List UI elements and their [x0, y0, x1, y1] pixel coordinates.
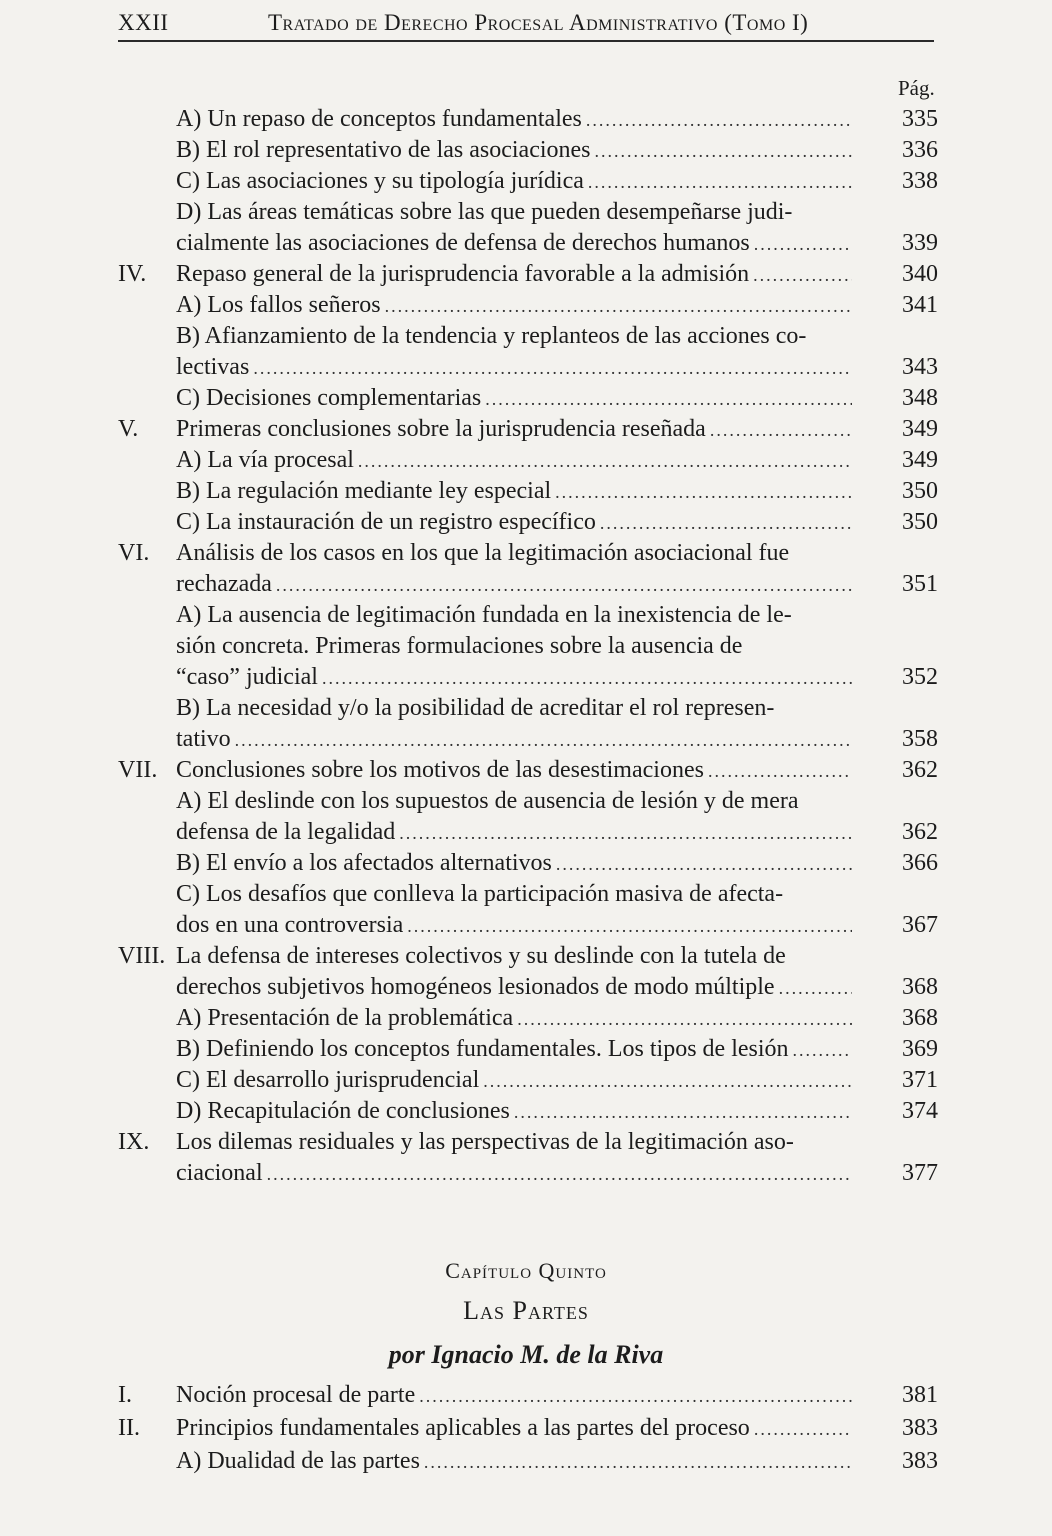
toc-entry-title — [176, 1096, 856, 1127]
toc-entry-number: VI. — [118, 540, 150, 566]
toc-entry-page: 377 — [902, 1160, 938, 1186]
header-rule — [118, 40, 934, 42]
toc-entry-number: VII. — [118, 757, 158, 783]
toc-entry-title — [176, 786, 856, 848]
toc-entry-title-line: Conclusiones sobre los motivos de las desestimaciones — [176, 757, 704, 783]
toc-entry-title-line: C) Decisiones complementarias — [176, 385, 482, 411]
toc-entry-title — [176, 1034, 856, 1065]
toc-entry — [118, 1413, 936, 1444]
toc-entry-title-line: tativo — [176, 726, 231, 752]
toc-entry — [118, 321, 936, 383]
toc-entry-title-line: A) Los fallos señeros — [176, 292, 381, 318]
toc-entry — [118, 414, 936, 445]
toc-entry-title-line: defensa de la legalidad — [176, 819, 396, 845]
toc-entry-page: 367 — [902, 912, 938, 938]
toc-entry-title-line: D) Recapitulación de conclusiones — [176, 1098, 510, 1124]
toc-entry-page: 381 — [902, 1382, 938, 1408]
dot-leader — [235, 724, 852, 755]
toc-entry-page: 349 — [902, 447, 938, 473]
toc-entry — [118, 1003, 936, 1034]
toc-entry — [118, 755, 936, 786]
toc-entry — [118, 104, 936, 135]
toc-entry — [118, 476, 936, 507]
toc-entry-title-line: D) Las áreas temáticas sobre las que pueden desempeñarse judi- — [176, 199, 793, 225]
toc-entry-title-line: A) El deslinde con los supuestos de ausencia de lesión y de mera — [176, 788, 799, 814]
toc-entry-title — [176, 414, 856, 445]
toc-entry — [118, 848, 936, 879]
toc-entry — [118, 197, 936, 259]
toc-entry — [118, 1127, 936, 1189]
toc-entry-title — [176, 259, 856, 290]
toc-entry-page: 352 — [902, 664, 938, 690]
toc-entry-page: 362 — [902, 757, 938, 783]
toc-entry-title — [176, 1003, 856, 1034]
chapter-number: Capítulo Quinto — [445, 1258, 607, 1283]
dot-leader — [514, 1096, 852, 1127]
toc-entry-page: 350 — [902, 478, 938, 504]
toc-entry-page: 341 — [902, 292, 938, 318]
toc-entry — [118, 166, 936, 197]
toc-entry-page: 338 — [902, 168, 938, 194]
running-head — [118, 8, 934, 40]
toc-entry-title-line: Primeras conclusiones sobre la jurisprudencia reseñada — [176, 416, 706, 442]
toc-entry-title-line: ciacional — [176, 1160, 263, 1186]
toc-entry-title-line: cialmente las asociaciones de defensa de derechos humanos — [176, 230, 750, 256]
toc-entry-page: 340 — [902, 261, 938, 287]
toc-entry-title — [176, 1127, 856, 1189]
toc-entry-page: 335 — [902, 106, 938, 132]
toc-entry-page: 383 — [902, 1415, 938, 1441]
toc-entry-number: II. — [118, 1415, 140, 1441]
toc-entry-page: 349 — [902, 416, 938, 442]
toc-entry-title — [176, 1446, 856, 1477]
running-title: Tratado de Derecho Procesal Administrativo (Tomo I) — [268, 10, 809, 35]
dot-leader — [754, 228, 852, 259]
toc-entry — [118, 600, 936, 693]
dot-leader — [600, 507, 852, 538]
toc-entry-page: 371 — [902, 1067, 938, 1093]
toc-entry-number: IX. — [118, 1129, 150, 1155]
dot-leader — [424, 1446, 852, 1477]
toc-entry-page: 351 — [902, 571, 938, 597]
toc-entry-title-line: rechazada — [176, 571, 272, 597]
dot-leader — [556, 848, 852, 879]
toc-entry — [118, 1096, 936, 1127]
toc-entry-title-line: Noción procesal de parte — [176, 1382, 416, 1408]
dot-leader — [358, 445, 852, 476]
dot-leader — [485, 383, 852, 414]
toc-entry — [118, 786, 936, 848]
dot-leader — [253, 352, 852, 383]
toc-entry-title-line: B) El rol representativo de las asociaciones — [176, 137, 591, 163]
toc-entry-title — [176, 600, 856, 693]
toc-entry-title-line: La defensa de intereses colectivos y su deslinde con la tutela de — [176, 943, 786, 969]
dot-leader — [399, 817, 852, 848]
toc-entry-title-line: Los dilemas residuales y las perspectivas de la legitimación aso- — [176, 1129, 794, 1155]
toc-entry-title — [176, 383, 856, 414]
toc-entry-title-line: sión concreta. Primeras formulaciones sobre la ausencia de — [176, 633, 743, 659]
toc-entry-title — [176, 321, 856, 383]
toc-entry — [118, 383, 936, 414]
dot-leader — [595, 135, 852, 166]
dot-leader — [419, 1380, 852, 1411]
toc-entry-title-line: A) La ausencia de legitimación fundada en la inexistencia de le- — [176, 602, 792, 628]
toc-entry-title-line: C) La instauración de un registro específico — [176, 509, 596, 535]
toc-entry — [118, 1446, 936, 1477]
toc-entry-title-line: “caso” judicial — [176, 664, 318, 690]
toc-entry-title-line: B) La regulación mediante ley especial — [176, 478, 552, 504]
toc-entry — [118, 941, 936, 1003]
toc-entry-title-line: C) Las asociaciones y su tipología jurídica — [176, 168, 584, 194]
toc-entry-title — [176, 1380, 856, 1411]
toc-entry-title — [176, 135, 856, 166]
toc-entry-title-line: B) La necesidad y/o la posibilidad de acreditar el rol represen- — [176, 695, 775, 721]
toc-entry-number: IV. — [118, 261, 147, 287]
toc-entry-page: 369 — [902, 1036, 938, 1062]
toc-entry-title — [176, 1413, 856, 1444]
toc-entry-title-line: lectivas — [176, 354, 250, 380]
toc-entry — [118, 538, 936, 600]
toc-entry-page: 368 — [902, 1005, 938, 1031]
toc-entry-title-line: C) Los desafíos que conlleva la participación masiva de afecta- — [176, 881, 784, 907]
dot-leader — [708, 755, 852, 786]
dot-leader — [588, 166, 852, 197]
chapter-title: Las Partes — [463, 1296, 589, 1325]
dot-leader — [555, 476, 852, 507]
toc-entry-number: VIII. — [118, 943, 166, 969]
page-column-label: Pág. — [898, 76, 935, 100]
toc-entry-title-line: A) Presentación de la problemática — [176, 1005, 514, 1031]
toc-entry — [118, 1065, 936, 1096]
toc-entry-title-line: A) Un repaso de conceptos fundamentales — [176, 106, 582, 132]
toc-entry-title — [176, 538, 856, 600]
toc-entry-title-line: Principios fundamentales aplicables a las partes del proceso — [176, 1415, 750, 1441]
toc-entry-title — [176, 1065, 856, 1096]
dot-leader — [322, 662, 852, 693]
toc-entry-title-line: C) El desarrollo jurisprudencial — [176, 1067, 480, 1093]
toc-entry-page: 339 — [902, 230, 938, 256]
toc-entry — [118, 259, 936, 290]
dot-leader — [754, 1413, 852, 1444]
toc-entry — [118, 1034, 936, 1065]
toc-entry-title-line: B) Definiendo los conceptos fundamentales. Los tipos de lesión — [176, 1036, 789, 1062]
toc-entry-title — [176, 848, 856, 879]
page-folio: XXII — [118, 10, 169, 35]
toc-entry — [118, 135, 936, 166]
toc-entry — [118, 1380, 936, 1411]
toc-entry-title-line: Repaso general de la jurisprudencia favorable a la admisión — [176, 261, 750, 287]
dot-leader — [753, 259, 852, 290]
toc-entry-title-line: B) Afianzamiento de la tendencia y replanteos de las acciones co- — [176, 323, 807, 349]
toc-entry-title-line: A) Dualidad de las partes — [176, 1448, 420, 1474]
dot-leader — [517, 1003, 852, 1034]
toc-entry-page: 343 — [902, 354, 938, 380]
toc-entry-number: I. — [118, 1382, 132, 1408]
toc-entry — [118, 290, 936, 321]
dot-leader — [483, 1065, 852, 1096]
toc-entry-title-line: A) La vía procesal — [176, 447, 354, 473]
toc-entry-page: 350 — [902, 509, 938, 535]
dot-leader — [267, 1158, 852, 1189]
toc-entry-title — [176, 941, 856, 1003]
toc-entry-title — [176, 879, 856, 941]
toc-entry — [118, 507, 936, 538]
toc-entry-page: 374 — [902, 1098, 938, 1124]
toc-entry — [118, 879, 936, 941]
toc-entry-page: 336 — [902, 137, 938, 163]
toc-entry-page: 358 — [902, 726, 938, 752]
toc-entry-title — [176, 476, 856, 507]
dot-leader — [407, 910, 852, 941]
toc-entry-page: 348 — [902, 385, 938, 411]
toc-entry-title-line: Análisis de los casos en los que la legitimación asociacional fue — [176, 540, 790, 566]
toc-entry-title — [176, 290, 856, 321]
toc-entry-title — [176, 755, 856, 786]
dot-leader — [710, 414, 852, 445]
toc-entry-page: 368 — [902, 974, 938, 1000]
toc-entry-title-line: derechos subjetivos homogéneos lesionados de modo múltiple — [176, 974, 775, 1000]
dot-leader — [779, 972, 852, 1003]
toc-entry-title-line: dos en una controversia — [176, 912, 404, 938]
toc-entry — [118, 693, 936, 755]
toc-entry-page: 383 — [902, 1448, 938, 1474]
toc-entry-title-line: B) El envío a los afectados alternativos — [176, 850, 552, 876]
toc-entry-number: V. — [118, 416, 139, 442]
toc-entry-title — [176, 693, 856, 755]
toc-entry-title — [176, 104, 856, 135]
toc-entry-page: 366 — [902, 850, 938, 876]
dot-leader — [793, 1034, 852, 1065]
chapter-author: por Ignacio M. de la Riva — [388, 1340, 664, 1369]
dot-leader — [586, 104, 852, 135]
toc-entry-page: 362 — [902, 819, 938, 845]
toc-entry-title — [176, 197, 856, 259]
toc-entry-title — [176, 166, 856, 197]
toc-entry — [118, 445, 936, 476]
toc-entry-title — [176, 507, 856, 538]
dot-leader — [385, 290, 852, 321]
toc-entry-title — [176, 445, 856, 476]
dot-leader — [276, 569, 852, 600]
